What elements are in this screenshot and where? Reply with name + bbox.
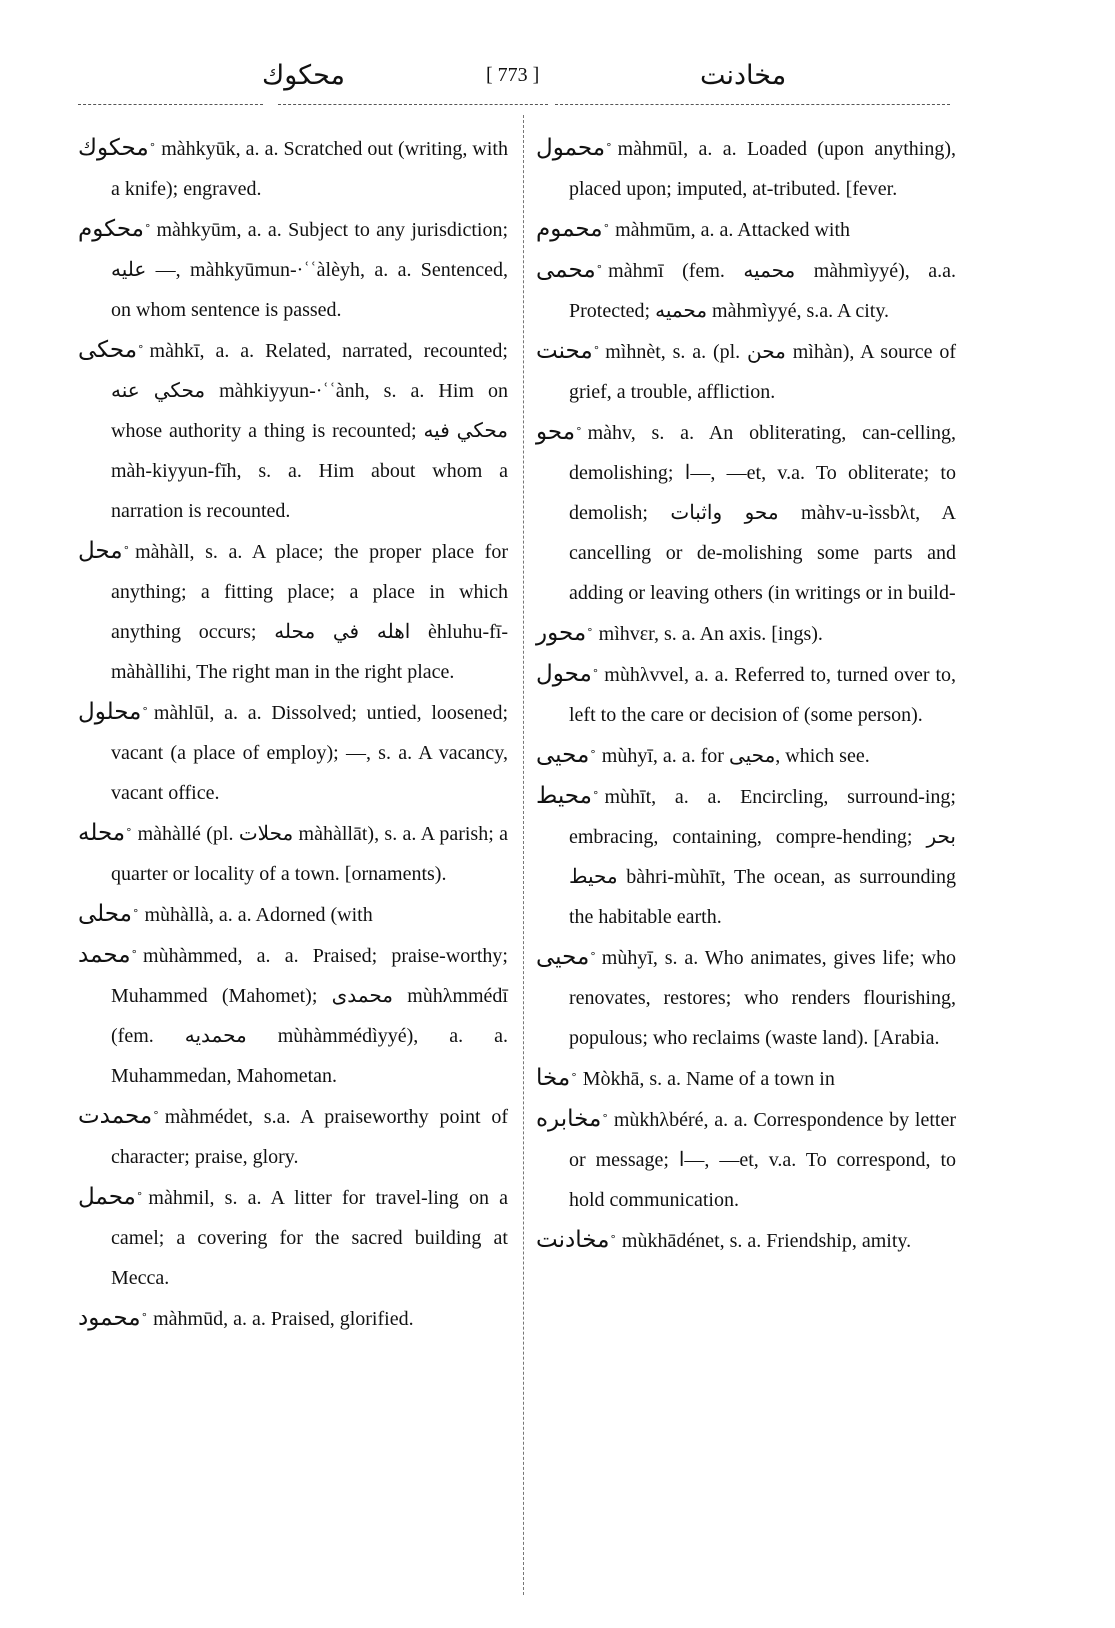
header-rule <box>555 104 950 105</box>
entry-definition: màhmūl, a. a. Loaded (upon anything), placed upon; imputed, at-tributed. [fever. <box>569 138 956 200</box>
arabic-headword: محو ° <box>536 419 582 445</box>
arabic-headword: محلول ° <box>78 699 148 725</box>
dictionary-entry <box>78 209 508 330</box>
dictionary-entry <box>78 935 508 1096</box>
entry-definition: màhlūl, a. a. Dissolved; untied, loosened; vacant (a place of employ); —, s. a. A vacancy, vacant office. <box>111 702 508 804</box>
entry-definition: mùkhādénet, s. a. Friendship, amity. <box>621 1230 912 1252</box>
header-rule <box>278 104 548 105</box>
right-catchword: مخادنت <box>700 60 787 91</box>
dictionary-entry <box>536 776 956 937</box>
entry-definition: mìhnèt, s. a. (pl. محن mìhàn), A source of grief, a trouble, affliction. <box>569 341 956 403</box>
arabic-headword: محكوك ° <box>78 135 155 161</box>
arabic-headword: محكى ° <box>78 337 144 363</box>
dictionary-entry <box>78 330 508 531</box>
dictionary-entry <box>78 1096 508 1177</box>
arabic-headword: محل ° <box>78 538 129 564</box>
dictionary-entry <box>78 692 508 813</box>
left-column <box>78 128 508 1339</box>
arabic-headword: محيى ° <box>536 944 596 970</box>
dictionary-entry <box>536 1220 956 1261</box>
entry-definition: màhmūm, a. a. Attacked with <box>615 219 851 241</box>
entry-definition: màhmī (fem. محميه màhmìyyé), a.a. Protected; محميه màhmìyyé, s.a. A city. <box>569 260 956 322</box>
entry-definition: màhkyūk, a. a. Scratched out (writing, with a knife); engraved. <box>111 138 508 200</box>
entry-definition: mìhvεr, s. a. An axis. [ings). <box>598 623 823 645</box>
entry-definition: màhkī, a. a. Related, narrated, recounted; محكي عنه màhkiyyun-·ʿʿành, s. a. Him on whose authority a thing is recounted; محكي فيه màh-kiyyun-fīh, s. a. Him about whom a narration is recounted. <box>111 340 509 522</box>
dictionary-entry <box>536 1099 956 1220</box>
arabic-headword: محول ° <box>536 661 598 687</box>
dictionary-entry <box>536 613 956 654</box>
arabic-headword: محيط ° <box>536 783 598 809</box>
entry-definition: màhmédet, s.a. A praiseworthy point of character; praise, glory. <box>111 1106 508 1168</box>
entry-definition: màhkyūm, a. a. Subject to any jurisdiction; عليه —, màhkyūmun-·ʿʿàlèyh, a. a. Sentenced, on whom sentence is passed. <box>111 219 508 321</box>
arabic-headword: مخا ° <box>536 1065 577 1091</box>
entry-definition: mùkhλbéré, a. a. Correspondence by letter or message; ا—, —et, v.a. To correspond, to hold communication. <box>569 1109 956 1211</box>
entry-definition: màhmūd, a. a. Praised, glorified. <box>153 1308 414 1330</box>
entry-definition: mùhàllà, a. a. Adorned (with <box>144 904 373 926</box>
left-catchword: محكوك <box>262 60 346 91</box>
entry-definition: mùhyī, s. a. Who animates, gives life; who renovates, restores; who renders flourishing, populous; who reclaims (waste land). [Arabia. <box>569 947 956 1049</box>
dictionary-entry <box>536 1058 956 1099</box>
arabic-headword: محمى ° <box>536 257 602 283</box>
arabic-headword: محيى ° <box>536 742 596 768</box>
entry-definition: Mòkhā, s. a. Name of a town in <box>582 1068 835 1090</box>
arabic-headword: محكوم ° <box>78 216 151 242</box>
arabic-headword: محله ° <box>78 820 132 846</box>
entry-definition: màhmil, s. a. A litter for travel-ling on a camel; a covering for the sacred building at Mecca. <box>111 1187 508 1289</box>
dictionary-entry <box>536 412 956 613</box>
column-divider <box>523 115 524 1595</box>
arabic-headword: محموم ° <box>536 216 609 242</box>
arabic-headword: محمود ° <box>78 1305 147 1331</box>
entry-definition: mùhīt, a. a. Encircling, surround-ing; embracing, containing, compre-hending; بحر محيط bàhri-mùhīt, The ocean, as surrounding the habitable earth. <box>569 786 956 928</box>
arabic-headword: محمدت ° <box>78 1103 159 1129</box>
dictionary-entry <box>78 128 508 209</box>
entry-definition: mùhàmmed, a. a. Praised; praise-worthy; Muhammed (Mahomet); محمدى mùhλmmédī (fem. محمديه mùhàmmédìyyé), a. a. Muhammedan, Mahometan. <box>111 945 508 1087</box>
entry-definition: màhàllé (pl. محلات màhàllāt), s. a. A parish; a quarter or locality of a town. [ornaments). <box>111 823 508 885</box>
dictionary-entry <box>78 531 508 692</box>
arabic-headword: مخابره ° <box>536 1106 608 1132</box>
arabic-headword: محمد ° <box>78 942 137 968</box>
page-header <box>0 58 1115 98</box>
dictionary-entry <box>536 250 956 331</box>
arabic-headword: محنت ° <box>536 338 599 364</box>
dictionary-entry <box>536 331 956 412</box>
dictionary-entry <box>536 209 956 250</box>
entry-definition: màhàll, s. a. A place; the proper place for anything; a fitting place; a place in which anything occurs; اهله في محله èhluhu-fī-màhàllihi, The right man in the right place. <box>111 541 508 683</box>
dictionary-entry <box>536 735 956 776</box>
arabic-headword: محمل ° <box>78 1184 142 1210</box>
dictionary-entry <box>536 654 956 735</box>
right-column <box>536 128 956 1261</box>
entry-definition: màhv, s. a. An obliterating, can-celling, demolishing; ا—, —et, v.a. To obliterate; to demolish; محو واثبات màhv-u-ìssbλt, A cancelling or de-molishing some parts and adding or leaving others (in writings or in build- <box>569 422 956 604</box>
arabic-headword: محلى ° <box>78 901 138 927</box>
dictionary-entry <box>78 813 508 894</box>
arabic-headword: محور ° <box>536 620 593 646</box>
entry-definition: mùhyī, a. a. for محيى, which see. <box>601 745 870 767</box>
dictionary-entry <box>78 1177 508 1298</box>
arabic-headword: مخادنت ° <box>536 1227 616 1253</box>
dictionary-entry <box>536 128 956 209</box>
header-rule <box>78 104 263 105</box>
dictionary-entry <box>78 1298 508 1339</box>
page-number: [ 773 ] <box>486 64 540 86</box>
dictionary-entry <box>78 894 508 935</box>
arabic-headword: محمول ° <box>536 135 612 161</box>
dictionary-entry <box>536 937 956 1058</box>
entry-definition: mùhλvvel, a. a. Referred to, turned over to, left to the care or decision of (some person). <box>569 664 956 726</box>
